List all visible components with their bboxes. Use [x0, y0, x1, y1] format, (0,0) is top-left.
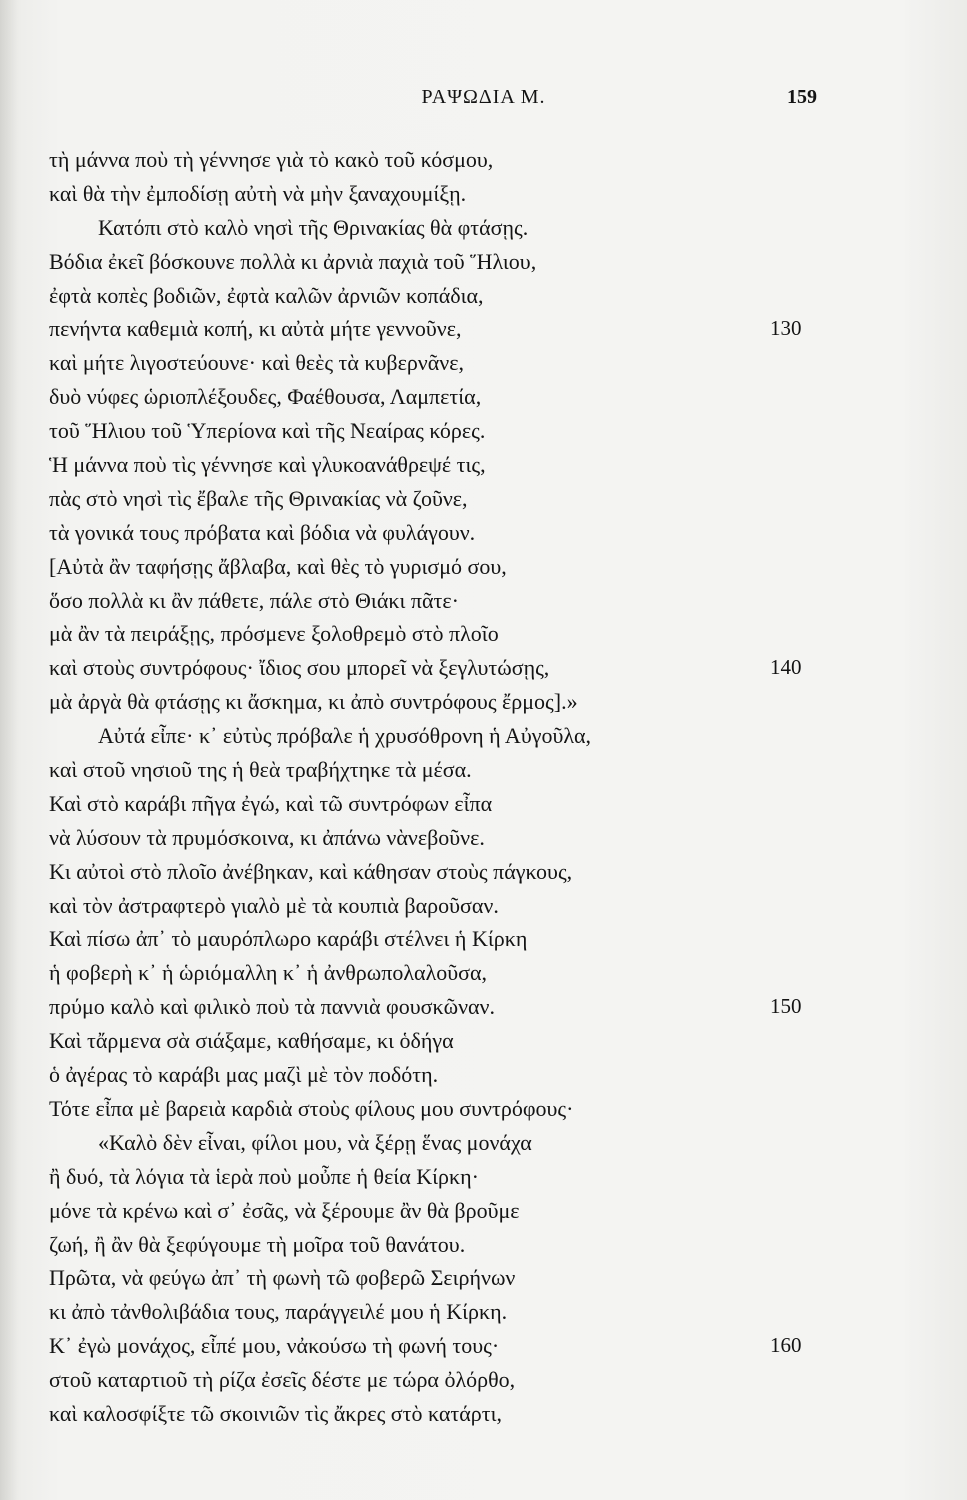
verse-line	[0, 414, 967, 448]
verse-text: καὶ τὸν ἀστραφτερὸ γιαλὸ μὲ τὰ κουπιὰ βαροῦσαν.	[49, 892, 499, 918]
verse-text: καὶ μήτε λιγοστεύουνε· καὶ θεὲς τὰ κυβερνᾶνε,	[49, 350, 464, 376]
line-number: 140	[770, 655, 802, 680]
verse-text: Πρῶτα, νὰ φεύγω ἀπ᾽ τὴ φωνὴ τῶ φοβερῶ Σειρήνων	[49, 1265, 516, 1291]
verse-line	[0, 956, 967, 990]
verse-line	[0, 380, 967, 414]
verse-text: Καὶ στὸ καράβι πῆγα ἐγώ, καὶ τῶ συντρόφων εἶπα	[49, 790, 493, 816]
verse-line	[0, 1058, 967, 1092]
verse-line	[0, 855, 967, 889]
verse-line	[0, 1024, 967, 1058]
verse-line	[0, 922, 967, 956]
verse-line	[0, 279, 967, 313]
verse-line	[0, 990, 967, 1024]
verse-line	[0, 617, 967, 651]
verse-text: καὶ στοῦ νησιοῦ της ἡ θεὰ τραβήχτηκε τὰ μέσα.	[49, 757, 472, 783]
verse-line	[0, 821, 967, 855]
verse-text: Τότε εἶπα μὲ βαρειὰ καρδιὰ στοὺς φίλους μου συντρόφους·	[49, 1095, 574, 1121]
line-number: 160	[770, 1333, 802, 1358]
verse-line	[0, 516, 967, 550]
verse-line	[0, 787, 967, 821]
verse-line	[0, 1261, 967, 1295]
verse-text: μὰ ἀργὰ θὰ φτάσῃς κι ἄσκημα, κι ἀπὸ συντρόφους ἔρμος].»	[49, 689, 578, 715]
verse-line	[0, 1363, 967, 1397]
verse-text: τὰ γονικά τους πρόβατα καὶ βόδια νὰ φυλάγουν.	[49, 519, 476, 545]
verse-text: Βόδια ἐκεῖ βόσκουνε πολλὰ κι ἀρνιὰ παχιὰ τοῦ Ἥλιου,	[49, 248, 537, 274]
verse-text: καὶ στοὺς συντρόφους· ἴδιος σου μπορεῖ νὰ ξεγλυτώσῃς,	[49, 655, 550, 681]
verse-text: ἢ δυό, τὰ λόγια τὰ ἱερὰ ποὺ μοὖπε ἡ θεία Κίρκη·	[49, 1163, 479, 1189]
verse-text: «Καλὸ δὲν εἶναι, φίλοι μου, νὰ ξέρῃ ἕνας μονάχα	[98, 1129, 532, 1155]
verse-block	[0, 143, 967, 1431]
running-title: ΡΑΨΩΔΙΑ Μ.	[421, 86, 546, 108]
verse-text: πὰς στὸ νησὶ τὶς ἔβαλε τῆς Θρινακίας νὰ ζοῦνε,	[49, 485, 468, 511]
verse-line	[0, 177, 967, 211]
verse-line	[0, 143, 967, 177]
verse-text: τὴ μάννα ποὺ τὴ γέννησε γιὰ τὸ κακὸ τοῦ κόσμου,	[49, 147, 494, 172]
verse-text: τοῦ Ἥλιου τοῦ Ὑπερίονα καὶ τῆς Νεαίρας κόρες.	[49, 418, 486, 444]
verse-line	[0, 1295, 967, 1329]
verse-text: [Αὐτὰ ἂν ταφήσῃς ἄβλαβα, καὶ θὲς τὸ γυρισμό σου,	[49, 553, 507, 579]
verse-line	[0, 550, 967, 584]
verse-line	[0, 482, 967, 516]
verse-text: Αὐτά εἶπε· κ᾽ εὐτὺς πρόβαλε ἡ χρυσόθρονη ἡ Αὐγοῦλα,	[98, 723, 592, 749]
verse-line	[0, 211, 967, 245]
line-number: 130	[770, 316, 802, 341]
verse-text: μὰ ἂν τὰ πειράξῃς, πρόσμενε ξολοθρεμὸ στὸ πλοῖο	[49, 621, 499, 647]
verse-line	[0, 719, 967, 753]
verse-text: πρύμο καλὸ καὶ φιλικὸ ποὺ τὰ παννιὰ φουσκῶναν.	[49, 994, 495, 1020]
verse-line	[0, 1194, 967, 1228]
verse-line	[0, 1160, 967, 1194]
verse-line	[0, 685, 967, 719]
verse-line	[0, 584, 967, 618]
verse-line	[0, 312, 967, 346]
verse-text: καὶ καλοσφίξτε τῶ σκοινιῶν τὶς ἄκρες στὸ κατάρτι,	[49, 1400, 503, 1426]
verse-line	[0, 1092, 967, 1126]
verse-line	[0, 448, 967, 482]
verse-text: Ἡ μάννα ποὺ τὶς γέννησε καὶ γλυκοανάθρεψέ τις,	[49, 452, 486, 478]
verse-text: ἐφτὰ κοπὲς βοδιῶν, ἐφτὰ καλῶν ἀρνιῶν κοπάδια,	[49, 282, 484, 308]
verse-text: μόνε τὰ κρένω καὶ σ᾽ ἐσᾶς, νὰ ξέρουμε ἂν θὰ βροῦμε	[49, 1197, 520, 1223]
line-number: 150	[770, 994, 802, 1019]
verse-text: στοῦ καταρτιοῦ τὴ ρίζα ἐσεῖς δέστε με τώρα ὀλόρθο,	[49, 1367, 516, 1393]
verse-text: Καὶ τἄρμενα σὰ σιάξαμε, καθήσαμε, κι ὁδήγα	[49, 1028, 454, 1054]
verse-line	[0, 346, 967, 380]
verse-text: ὅσο πολλὰ κι ἂν πάθετε, πάλε στὸ Θιάκι πᾶτε·	[49, 587, 459, 613]
verse-line	[0, 651, 967, 685]
verse-text: ἡ φοβερὴ κ᾽ ἡ ὡριόμαλλη κ᾽ ἡ ἀνθρωπολαλοῦσα,	[49, 960, 488, 986]
verse-text: κι ἀπὸ τἀνθολιβάδια τους, παράγγειλέ μου ἡ Κίρκη.	[49, 1299, 508, 1325]
verse-text: ζωή, ἢ ἂν θὰ ξεφύγουμε τὴ μοῖρα τοῦ θανάτου.	[49, 1231, 466, 1257]
verse-text: νὰ λύσουν τὰ πρυμόσκοινα, κι ἀπάνω νὰνεβοῦνε.	[49, 824, 485, 850]
verse-text: Καὶ πίσω ἀπ᾽ τὸ μαυρόπλωρο καράβι στέλνει ἡ Κίρκη	[49, 926, 528, 952]
verse-line	[0, 1329, 967, 1363]
verse-text: Κ᾽ ἐγὼ μονάχος, εἶπέ μου, νἀκούσω τὴ φωνή τους·	[49, 1333, 500, 1359]
verse-line	[0, 753, 967, 787]
verse-text: ὁ ἀγέρας τὸ καράβι μας μαζὶ μὲ τὸν ποδότη.	[49, 1062, 439, 1088]
verse-text: καὶ θὰ τὴν ἐμποδίσῃ αὐτὴ νὰ μὴν ξαναχουμίξῃ.	[49, 180, 467, 206]
verse-text: Κι αὐτοὶ στὸ πλοῖο ἀνέβηκαν, καὶ κάθησαν στοὺς πάγκους,	[49, 858, 573, 884]
verse-line	[0, 1126, 967, 1160]
verse-line	[0, 889, 967, 923]
verse-line	[0, 1228, 967, 1262]
verse-line	[0, 1397, 967, 1431]
page-number: 159	[787, 86, 817, 108]
verse-text: πενήντα καθεμιὰ κοπή, κι αὐτὰ μήτε γεννοῦνε,	[49, 316, 462, 342]
verse-line	[0, 245, 967, 279]
verse-text: Κατόπι στὸ καλὸ νησὶ τῆς Θρινακίας θὰ φτάσῃς.	[98, 214, 529, 240]
page-header	[0, 86, 967, 116]
verse-text: δυὸ νύφες ὡριοπλέξουδες, Φαέθουσα, Λαμπετία,	[49, 384, 482, 410]
